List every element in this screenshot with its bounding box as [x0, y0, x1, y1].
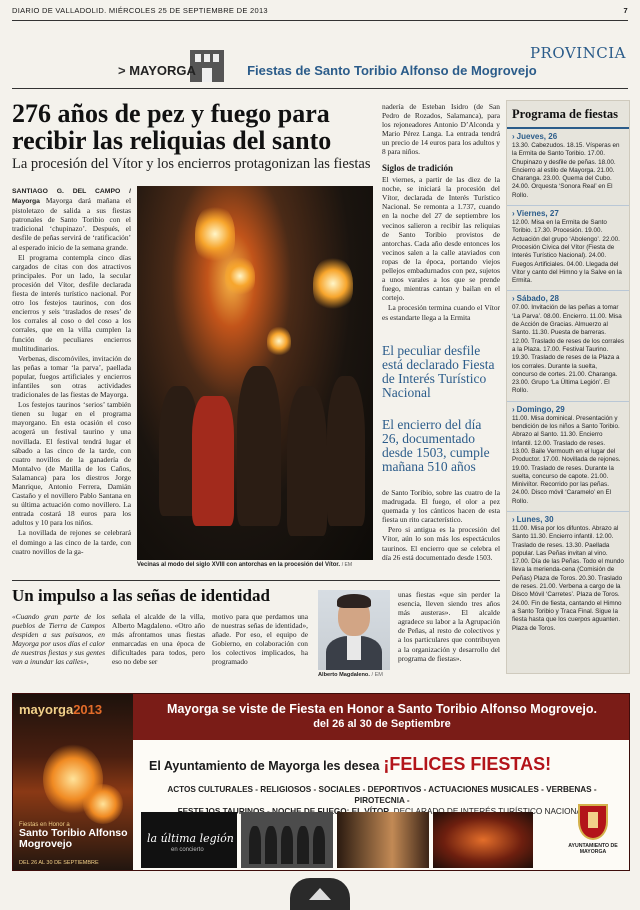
pull-quote-1: El peculiar desfile está declarado Fiesta de Interés Turístico Nacional: [382, 343, 495, 400]
town-crest-icon: [563, 804, 623, 870]
paragraph: El viernes, a partir de las diez de la noche, se iniciará la procesión del Vítor, declarada de Interés Turístico Nacional. Se remonta a 1.737, cuando en la noche del 27 de septiembre los vecinos salieron a recibir las reliquias de Santo Toribio provistos de antorchas. Cada año desde entonces los vecinos salen a la calle ataviados con ropas de la época, portando viejos pellejos embadurnados con pez, sujetos a unos varales a los que se prende fuego, mientras cantan y bailan en el cortejo.: [382, 175, 500, 303]
date-line: DIARIO DE VALLADOLID. MIÉRCOLES 25 DE SEPTIEMBRE DE 2013: [12, 6, 268, 15]
paragraph: Los festejos taurinos ‘serios’ también tienen su lugar en el programa mayorgano. En esta ocasión el coso acogerá un festival taurino y una novillada. El festival tendrá lugar el sábado a las cinco de la tarde, con cuatro novillos de la ganadería de Montalvo (de Matilla de los Caños, Salamanca) para los diestros Jorge Manrique, Antonio Ferrera, Damián Castaño y el novillero Pablo Santana en su última actuación como novillero. La entrada costará 18 euros para los adultos y 10 para los niños.: [12, 400, 131, 528]
kicker-rule: [12, 88, 628, 89]
photo-caption: Vecinas al modo del siglo XVIII con antorchas en la procesión del Vítor. / EM: [137, 562, 353, 568]
scroll-up-button[interactable]: [290, 878, 350, 910]
program-day: [507, 402, 629, 512]
crest-label: AYUNTAMIENTO DE MAYORGA: [568, 843, 618, 855]
second-column-3: motivo para que perdamos una de nuestras señas de identidad», añade. Por eso, el equipo de Gobierno, en colaboración con los colectivos implicados, ha programado: [212, 612, 308, 667]
mayor-photo: [318, 590, 390, 670]
second-column-2: señala el alcalde de la villa, Alberto Magdaleno. «Otro año más afrontamos unas fiestas enmarcadas en una época de dificultades para todos, pero eso no debe ser: [112, 612, 205, 667]
section-rule: [12, 580, 500, 581]
paragraph: La novillada de rejones se celebrará el domingo a las cinco de la tarde, con cuatro novillos de la ga-: [12, 528, 131, 556]
day-schedule: 12.00. Misa en la Ermita de Santo Toribio. 17.30. Procesión. 19.00. Actuación del grupo ‘Abolengo’. 22.00. Procesión Cívica del Vítor (Fiesta de Interés Turístico Nacional). 24.00. Fuegos Artificiales. 04.00. Llegada del Vítor y canto del Himno y la Salve en la Ermita.: [512, 219, 622, 285]
pull-quote-2: El encierro del día 26, documentado desde 1503, cumple mañana 510 años: [382, 417, 490, 474]
ad-line-2: del 26 al 30 de Septiembre: [313, 718, 451, 730]
band-photo: [241, 812, 333, 868]
second-column-4: unas fiestas «que sin perder la esencia, lleven siendo tres años más austeras». El alcalde agradece su labor a la Agrupación de Peñas, al resto de colectivos y a los particulares que contribuyen a la organización y desarrollo del programa de fiestas».: [398, 590, 500, 663]
day-name: › Domingo, 29: [512, 405, 624, 414]
day-name: › Sábado, 28: [512, 294, 624, 303]
mayor-photo-caption: Alberto Magdaleno. / EM: [318, 672, 383, 678]
ad-body: [133, 740, 630, 871]
day-schedule: 11.00. Misa por los difuntos. Abrazo al Santo 11.30. Encierro infantil. 12.00. Traslado de reses. 13.30. Paellada popular. Las Peñas invitan al vino. 17.00. Día de las Peñas. Todo el mundo lleva la merienda-cena (Comisión de Peñas) Plaza de Toros. 20.30. Traslado de reses. 21.00. Verbena a cargo de la Disco Móvil ‘Carretes’. Plaza de Toros. 24.00. Fin de fiesta, cantando el Himno a Santo Toribio y Traca Final. Sigue la fiesta hasta que los cuerpos aguanten. Plaza de Toros.: [512, 524, 624, 632]
kicker-town: MAYORGA: [129, 63, 196, 78]
day-name: › Lunes, 30: [512, 515, 624, 524]
article-deck: La procesión del Vítor y los encierros protagonizan las fiestas: [12, 156, 371, 172]
paragraph: de Santo Toribio, sobre las cuatro de la madrugada. El fuego, el olor a pez quemada y los cánticos hacen de esta fiesta un rito característico.: [382, 488, 500, 525]
article-column-1: [12, 186, 131, 570]
paragraph: Mayorga dará mañana el pistoletazo de salida a sus fiestas patronales de Santo Toribio con el tradicional ‘chupinazo’. Después, el desfile de peñas servirá de ‘ratificación’ al esperado inicio de la semana grande.: [12, 196, 131, 252]
article-column-3b: [382, 160, 500, 346]
program-day: [507, 206, 629, 291]
page-header: [12, 6, 628, 18]
kicker: [118, 63, 537, 78]
paragraph: El programa contempla cinco días cargados de citas con dos atractivos principales. Por un lado, la secular procesión del Vítor, desfile declarada fiesta de interés turístico nacional. Por otro los festejos taurinos, con dos encierros y seis ‘traslados de reses’ de los corrales al coso o del coso a los corrales, que en la villa cumplen la función de peculiares encierros multitudinarios.: [12, 252, 131, 353]
second-column-1: «Cuando gran parte de los pueblos de Tierra de Campos despiden a sus paisanos, en Mayorga por usos días el calor de nuestras fiestas y sus gentes van a inundar las calles»,: [12, 612, 105, 667]
photo-credit: / EM: [341, 562, 353, 568]
procession-photo: [137, 186, 373, 560]
bull-photo: [337, 812, 429, 868]
paragraph: Verbenas, discomóviles, invitación de las peñas a tomar ‘la parva’, paellada popular, fuegos artificiales y encierros infantiles son otras actividades tradicionales de las fiestas de Mayorga.: [12, 353, 131, 400]
page-number: 7: [623, 6, 628, 15]
band-logo: la última legión en concierto: [141, 812, 237, 868]
subhead: Siglos de tradición: [382, 163, 454, 173]
program-day: [507, 512, 629, 638]
ad-poster: [13, 694, 133, 871]
byline: SANTIAGO G. DEL CAMPO / Mayorga: [12, 188, 131, 206]
ad-poster-title: Santo Toribio Alfonso Mogrovejo: [19, 827, 128, 850]
ad-line-1: Mayorga se viste de Fiesta en Honor a Santo Toribio Alfonso Mogrovejo.: [167, 702, 597, 716]
ad-poster-small: Fiestas en Honor a: [19, 822, 70, 828]
day-name: › Jueves, 26: [512, 132, 624, 141]
program-day: [507, 129, 629, 206]
article-headline: 276 años de pez y fuego para recibir las reliquias del santo: [12, 99, 332, 155]
ad-poster-brand: mayorga2013: [19, 702, 103, 717]
ad-banner: [133, 694, 630, 740]
day-name: › Viernes, 27: [512, 209, 624, 218]
paragraph: nadería de Esteban Isidro (de San Pedro de Rozados, Salamanca), para los rejoneadores Antonio D’Alconda y Mario Pérez Langa. La entrada tendrá un precio de 14 euros para los adultos y 8 para niños.: [382, 102, 500, 157]
day-schedule: 07.00. Invitación de las peñas a tomar ‘La Parva’. 08.00. Encierro. 11.00. Misa de Acción de Gracias. Almuerzo al Santo. 11.30. Puesta de barreras. 12.00. Traslado de reses de los corrales a la Plaza. 17.00. Festival Taurino. 19.30. Traslado de reses de la Plaza a los corrales. Durante la suelta, concurso de cortes. 21.00. Charanga. 23.00. Grupo ‘La Última Legión’. El Rollo.: [512, 304, 625, 395]
program-sidebar: [506, 100, 630, 674]
fire-photo: [433, 812, 533, 868]
program-title: Programa de fiestas: [507, 101, 629, 129]
article-column-3a: [382, 102, 500, 158]
header-rule: [12, 20, 628, 21]
paragraph: La procesión termina cuando el Vítor es estandarte llega a la Ermita: [382, 303, 500, 322]
day-schedule: 11.00. Misa dominical. Presentación y bendición de los niños a Santo Toribio. Abrazo al Santo. 11.30. Encierro Infantil. 12.00. Traslado de reses. 13.00. Baile Vermouth en el lugar del Productor. 17.00. Novillada de rejones. 19.00. Traslado de reses. Durante la suelta, concurso de capote. 21.00. Miniviítor. Recorrido por las peñas. 24.00. Disco móvil ‘Caramelo’ en El Rollo.: [512, 414, 621, 505]
article-column-3c: [382, 488, 500, 570]
ad-thumbnails: [141, 812, 551, 868]
section-title: PROVINCIA: [529, 44, 626, 62]
paragraph: Pero si antigua es la procesión del Vítor, aún lo son más los espectáculos taurinos. El encierro que se celebra el día 26 está documentado desde 1503.: [382, 525, 500, 562]
ad-greeting: El Ayuntamiento de Mayorga les desea ¡FELICES FIESTAS!: [149, 754, 552, 774]
fiestas-advertisement: [12, 693, 630, 871]
program-day: [507, 291, 629, 401]
second-headline: Un impulso a las señas de identidad: [12, 586, 270, 605]
ad-activities: ACTOS CULTURALES - RELIGIOSOS - SOCIALES - DEPORTIVOS - ACTUACIONES MUSICALES - VERBENAS - PIROTECNIA - FUEGO: NACIONAL: [167, 785, 597, 816]
day-schedule: 13.30. Cabezudos. 18.15. Vísperas en la Ermita de Santo Toribio. 17.00. Chupinazo y desfile de peñas. 18.00. Encierro al estilo de Mayorga. 21.00. Charanga. 23.00. Quema del Cubo. 24.00. Orquesta ‘Sonora Real’ en El Rollo.: [512, 142, 620, 199]
kicker-topic: Fiestas de Santo Toribio Alfonso de Mogrovejo: [247, 63, 537, 78]
kicker-arrow-icon: >: [118, 63, 126, 78]
ad-poster-dates: DEL 26 AL 30 DE SEPTIEMBRE: [19, 860, 99, 866]
